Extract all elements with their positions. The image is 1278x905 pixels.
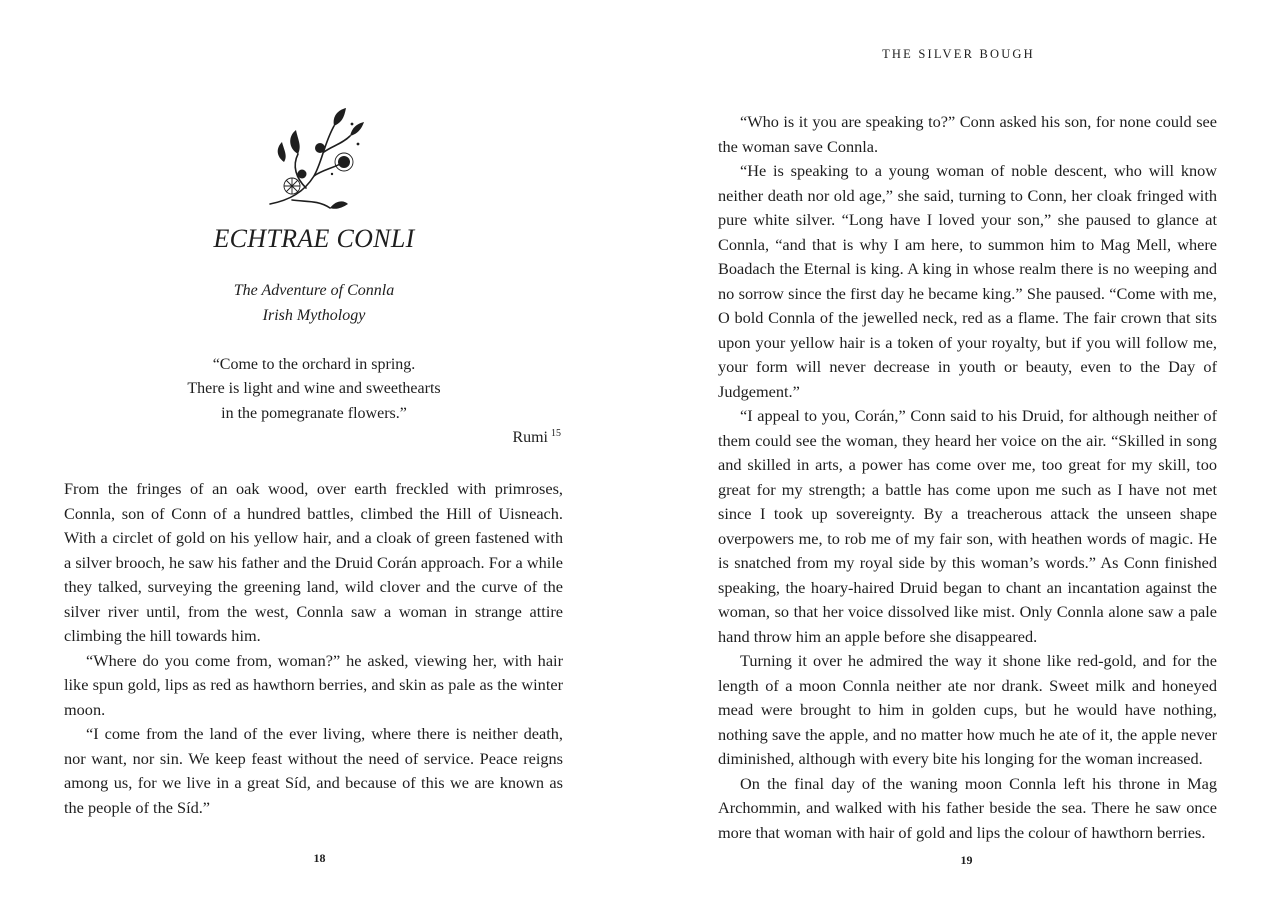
paragraph: “I appeal to you, Corán,” Conn said to his Druid, for although neither of them could see the woman, they heard her voice on the air. “Skilled in song and skilled in arts, a power has come over me, too great for my skill, too great for my strength; a battle has come upon me such as I have not met since I took up sovereignty. By a treacherous attack the unseen shape overpowers me, to rob me of my fair son, with heathen words of magic. He is snatched from my royal side by this woman’s words.” As Conn finished speaking, the hoary-haired Druid began to chant an incantation against the woman, so that her voice dissolved like mist. Only Connla alone saw a pale hand throw him an apple before she disappeared.	[718, 406, 1217, 646]
chapter-title: ECHTRAE CONLI	[213, 224, 415, 253]
page-number: 18	[313, 851, 326, 865]
chapter-source: Irish Mythology	[262, 307, 366, 324]
apple-branch-ornament	[262, 104, 372, 214]
page-number: 19	[960, 853, 973, 867]
paragraph: “Who is it you are speaking to?” Conn asked his son, for none could see the woman save Connla.	[718, 112, 1217, 156]
paragraph: “I come from the land of the ever living, where there is neither death, nor want, nor sin. We keep feast without the need of service. Peace reigns among us, for we live in a great Síd, and because of this we are known as the people of the Síd.”	[64, 724, 563, 817]
epigraph-line: in the pomegranate flowers.”	[221, 405, 407, 422]
footnote-ref: 15	[551, 428, 561, 439]
right-page	[639, 0, 1278, 905]
paragraph: Turning it over he admired the way it shone like red-gold, and for the length of a moon Connla neither ate nor drank. Sweet milk and honeyed mead were brought to him in golden cups, but he would have nothing, nothing save the apple, and no matter how much he ate of it, the apple never diminished, although with every bite his longing for the woman increased.	[718, 651, 1217, 768]
epigraph-line: “Come to the orchard in spring.	[212, 356, 416, 373]
paragraph: On the final day of the waning moon Connla left his throne in Mag Archommin, and walked with his father beside the sea. There he saw once more that woman with hair of gold and lips the colour of hawthorn berries.	[718, 773, 1217, 842]
epigraph-author: Rumi	[512, 429, 548, 446]
body-text	[718, 110, 1217, 845]
body-text	[64, 477, 563, 820]
paragraph: From the fringes of an oak wood, over earth freckled with primroses, Connla, son of Conn of a hundred battles, climbed the Hill of Uisneach. With a circlet of gold on his yellow hair, and a cloak of green fastened with a silver brooch, he saw his father and the Druid Corán approach. For a while they talked, surveying the greening land, wild clover and the curve of the silver river until, from the west, Connla saw a woman in strange attire climbing the hill towards him.	[64, 479, 563, 645]
paragraph: “He is speaking to a young woman of noble descent, who will know neither death nor old age,” she said, turning to Conn, her cloak fringed with pure white silver. “Long have I loved your son,” she paused to glance at Connla, “and that is why I am here, to summon him to Mag Mell, where Boadach the Eternal is king. A king in whose realm there is no weeping and no sorrow since the first day he became king.” She paused. “Come with me, O bold Connla of the jewelled neck, red as a flame. The fair crown that sits upon your yellow hair is a token of your royalty, but if you will follow me, your form will never decrease in youth or beauty, even to the Day of Judgement.”	[718, 161, 1217, 401]
running-head: THE SILVER BOUGH	[882, 47, 1035, 61]
epigraph-line: There is light and wine and sweethearts	[187, 380, 441, 397]
chapter-subtitle: The Adventure of Connla	[233, 282, 395, 299]
epigraph-attribution	[512, 428, 561, 447]
paragraph: “Where do you come from, woman?” he asked, viewing her, with hair like spun gold, lips as red as hawthorn berries, and skin as pale as the winter moon.	[64, 650, 563, 719]
